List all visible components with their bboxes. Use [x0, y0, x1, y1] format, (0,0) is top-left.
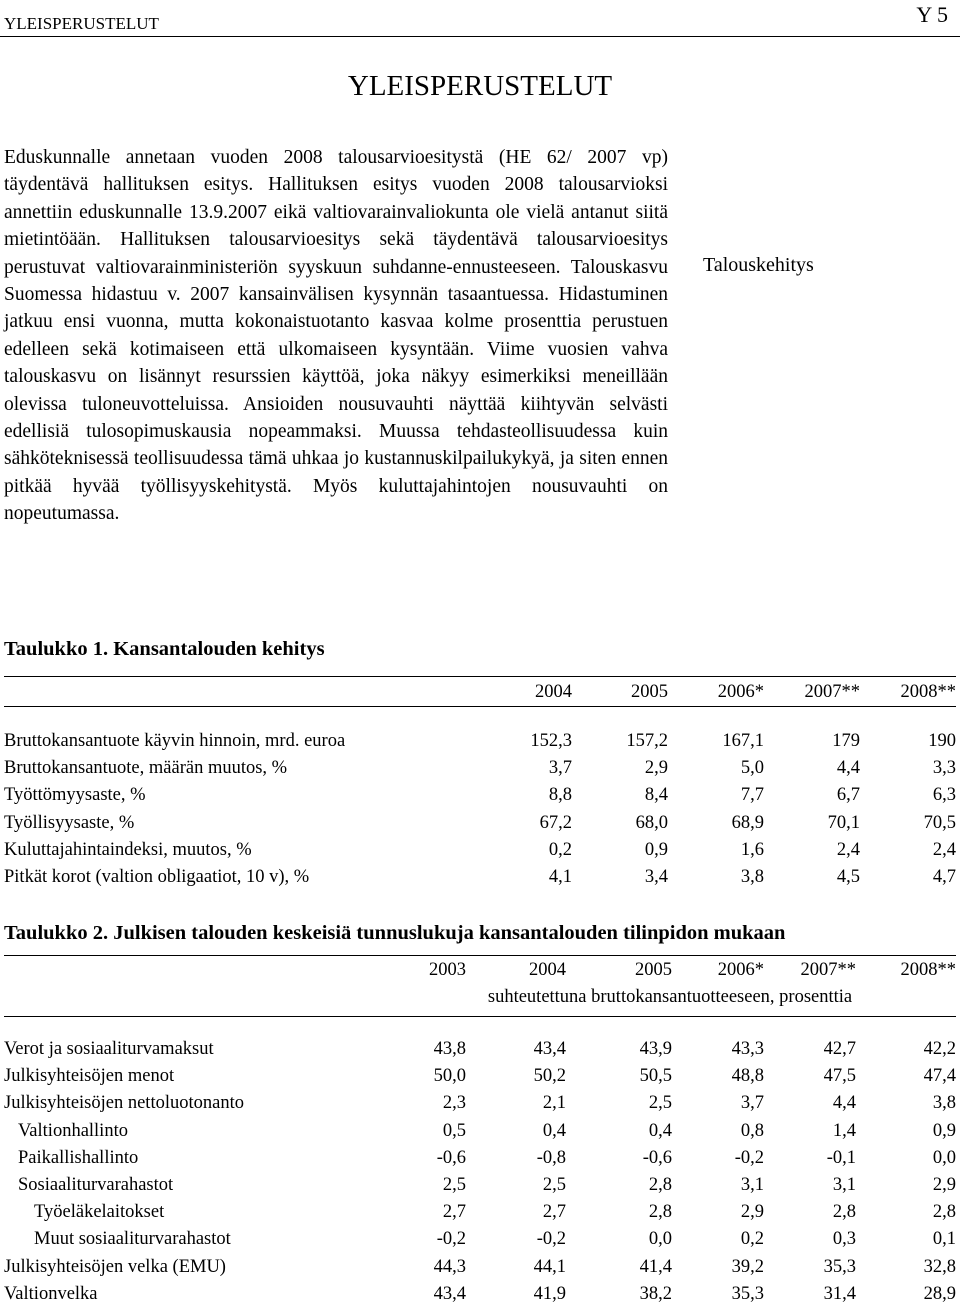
- cell-value: 2,1: [542, 1093, 566, 1114]
- table2-year: 2007**: [800, 959, 856, 980]
- table2-caption: Taulukko 2. Julkisen talouden keskeisiä tunnuslukuja kansantalouden tilinpidon mukaan: [4, 922, 786, 944]
- cell-value: 0,1: [932, 1229, 956, 1250]
- cell-value: 2,4: [836, 839, 860, 860]
- cell-value: 167,1: [722, 731, 764, 752]
- cell-value: -0,1: [826, 1147, 856, 1168]
- cell-value: 8,8: [548, 785, 572, 806]
- cell-value: 43,9: [639, 1039, 672, 1060]
- cell-value: -0,8: [536, 1147, 566, 1168]
- cell-value: 157,2: [626, 731, 668, 752]
- cell-value: 3,7: [740, 1093, 764, 1114]
- cell-value: 1,4: [832, 1120, 856, 1141]
- cell-value: 67,2: [539, 812, 572, 833]
- cell-value: 0,9: [932, 1120, 956, 1141]
- row-label: Bruttokansantuote käyvin hinnoin, mrd. euroa: [4, 731, 346, 752]
- table-row: [4, 782, 956, 809]
- table-row: [4, 1036, 956, 1063]
- cell-value: 3,1: [740, 1175, 764, 1196]
- row-label: Kuluttajahintaindeksi, muutos, %: [4, 839, 252, 860]
- cell-value: 2,8: [932, 1202, 956, 1223]
- table1-year: 2005: [631, 681, 668, 702]
- row-label: Paikallishallinto: [18, 1147, 139, 1168]
- cell-value: 32,8: [923, 1256, 956, 1277]
- page-title: YLEISPERUSTELUT: [347, 70, 613, 102]
- cell-value: 3,8: [932, 1093, 956, 1114]
- cell-value: 6,3: [932, 785, 956, 806]
- cell-value: 2,8: [832, 1202, 856, 1223]
- table2-header-label: [4, 956, 376, 984]
- table-row: [4, 1281, 956, 1308]
- cell-value: 3,3: [932, 758, 956, 779]
- table-row: [4, 728, 956, 755]
- margin-note: Talouskehitys: [703, 254, 814, 276]
- table2-header-rule: [4, 1016, 956, 1017]
- cell-value: 2,9: [932, 1175, 956, 1196]
- cell-value: 42,2: [923, 1039, 956, 1060]
- cell-value: 0,0: [648, 1229, 672, 1250]
- cell-value: 44,3: [433, 1256, 466, 1277]
- cell-value: 43,4: [433, 1283, 466, 1304]
- row-label: Muut sosiaaliturvarahastot: [34, 1229, 231, 1250]
- cell-value: -0,2: [436, 1229, 466, 1250]
- cell-value: 48,8: [731, 1066, 764, 1087]
- cell-value: 41,4: [639, 1256, 672, 1277]
- cell-value: 3,7: [548, 758, 572, 779]
- row-label: Julkisyhteisöjen menot: [4, 1066, 175, 1087]
- cell-value: 0,8: [740, 1120, 764, 1141]
- cell-value: 152,3: [530, 731, 572, 752]
- cell-value: 5,0: [740, 758, 764, 779]
- cell-value: 50,2: [533, 1066, 566, 1087]
- body-paragraph: Eduskunnalle annetaan vuoden 2008 talousarvioesitystä (HE 62/ 2007 vp) täydentävä hallituksen esitys. Hallituksen esitys vuoden 2008 talousarvioksi annettiin eduskunnalle 13.9.2007 eikä valtiovarainvaliokunta ole vielä antanut siitä mietintöään. Hallituksen talousarvioesitys sekä täydentävä talousarvioesitys perustuvat valtiovarainministeriön syyskuun suhdanne-ennusteeseen. Talouskasvu Suomessa hidastuu v. 2007 kansainvälisen kysynnän tasaantuessa. Hidastuminen jatkuu ensi vuonna, mutta kokonaistuotanto kasvaa kolme prosenttia perustuen edelleen sekä kotimaiseen että ulkomaiseen kysyntään. Viime vuosien vahva talouskasvu on lisännyt resurssien käyttöä, joka näkyy esimerkiksi meneillään olevissa tuloneuvotteluissa. Ansioiden nousuvauhti näyttää kiihtyvän selvästi edellisiä tulosopimuskausia nopeammaksi. Muussa tehdasteollisuudessa kuin sähköteknisessä teollisuudessa tämä uhkaa jo kustannuskilpailukykyä, ja siten ennen pitkää hyvää työllisyyskehitystä. Myös kuluttajahintojen nousuvauhti on nopeutumassa.: [4, 147, 668, 525]
- table1-year: 2006*: [717, 681, 764, 702]
- row-label: Verot ja sosiaaliturvamaksut: [4, 1039, 214, 1060]
- cell-value: 2,8: [648, 1175, 672, 1196]
- running-header-section: YLEISPERUSTELUT: [4, 14, 159, 33]
- cell-value: 2,5: [648, 1093, 672, 1114]
- row-label: Valtionhallinto: [18, 1120, 128, 1141]
- table1-header-label: [4, 676, 476, 708]
- cell-value: 3,4: [644, 867, 668, 888]
- table-row: [4, 1172, 956, 1199]
- cell-value: 44,1: [533, 1256, 566, 1277]
- table2-year: 2008**: [900, 959, 956, 980]
- page-number: Y 5: [916, 2, 948, 27]
- cell-value: 0,4: [542, 1120, 566, 1141]
- cell-value: 2,4: [932, 839, 956, 860]
- cell-value: 35,3: [731, 1283, 764, 1304]
- cell-value: 8,4: [644, 785, 668, 806]
- cell-value: 42,7: [823, 1039, 856, 1060]
- cell-value: 0,2: [740, 1229, 764, 1250]
- cell-value: 43,8: [433, 1039, 466, 1060]
- cell-value: 41,9: [533, 1283, 566, 1304]
- cell-value: 43,4: [533, 1039, 566, 1060]
- table-row: [4, 755, 956, 782]
- cell-value: 1,6: [740, 839, 764, 860]
- table-row: [4, 1063, 956, 1090]
- row-label: Työttömyysaste, %: [4, 785, 146, 806]
- cell-value: 4,7: [932, 867, 956, 888]
- table-row: [4, 1090, 956, 1117]
- row-label: Julkisyhteisöjen nettoluotonanto: [4, 1093, 244, 1114]
- table2-spacer-row: [4, 1010, 956, 1036]
- table-row: [4, 864, 956, 891]
- table-row: [4, 810, 956, 837]
- table1-header-rule: [4, 706, 956, 707]
- cell-value: 3,8: [740, 867, 764, 888]
- cell-value: 2,9: [644, 758, 668, 779]
- table2-year: 2003: [429, 959, 466, 980]
- table2-year: 2004: [529, 959, 566, 980]
- cell-value: -0,6: [436, 1147, 466, 1168]
- cell-value: 2,7: [442, 1202, 466, 1223]
- cell-value: 70,1: [827, 812, 860, 833]
- cell-value: 2,9: [740, 1202, 764, 1223]
- cell-value: 4,4: [832, 1093, 856, 1114]
- table-row: [4, 1118, 956, 1145]
- table-row: [4, 1199, 956, 1226]
- cell-value: 4,5: [836, 867, 860, 888]
- cell-value: -0,2: [734, 1147, 764, 1168]
- cell-value: 2,5: [542, 1175, 566, 1196]
- row-label: Pitkät korot (valtion obligaatiot, 10 v), %: [4, 867, 310, 888]
- row-label: Työeläkelaitokset: [34, 1202, 165, 1223]
- table1-spacer-row: [4, 708, 956, 728]
- cell-value: 0,9: [644, 839, 668, 860]
- cell-value: 0,4: [648, 1120, 672, 1141]
- row-label: Työllisyysaste, %: [4, 812, 135, 833]
- cell-value: 0,2: [548, 839, 572, 860]
- table1-caption: Taulukko 1. Kansantalouden kehitys: [4, 638, 325, 660]
- row-label: Bruttokansantuote, määrän muutos, %: [4, 758, 288, 779]
- cell-value: 179: [832, 731, 860, 752]
- table1-year: 2008**: [900, 681, 956, 702]
- table-row: [4, 1254, 956, 1281]
- cell-value: 3,1: [832, 1175, 856, 1196]
- table2-year: 2005: [635, 959, 672, 980]
- cell-value: 2,3: [442, 1093, 466, 1114]
- cell-value: 0,0: [932, 1147, 956, 1168]
- table2: [4, 956, 956, 1308]
- cell-value: 4,4: [836, 758, 860, 779]
- table-row: [4, 837, 956, 864]
- cell-value: 47,5: [823, 1066, 856, 1087]
- cell-value: 4,1: [548, 867, 572, 888]
- cell-value: 6,7: [836, 785, 860, 806]
- cell-value: 0,3: [832, 1229, 856, 1250]
- table2-year: 2006*: [717, 959, 764, 980]
- cell-value: 190: [928, 731, 956, 752]
- table2-subheader: suhteutettuna bruttokansantuotteeseen, prosenttia: [487, 986, 853, 1007]
- table-row: [4, 1226, 956, 1253]
- cell-value: 50,5: [639, 1066, 672, 1087]
- table1-year: 2004: [535, 681, 572, 702]
- table1-header-row: [4, 676, 956, 708]
- header-rule: [0, 36, 960, 37]
- cell-value: 38,2: [639, 1283, 672, 1304]
- cell-value: 2,7: [542, 1202, 566, 1223]
- table1-year: 2007**: [804, 681, 860, 702]
- cell-value: 2,5: [442, 1175, 466, 1196]
- cell-value: 68,9: [731, 812, 764, 833]
- table2-subheader-row: [4, 984, 956, 1010]
- cell-value: 47,4: [923, 1066, 956, 1087]
- cell-value: 31,4: [823, 1283, 856, 1304]
- table2-header-row: [4, 956, 956, 984]
- row-label: Julkisyhteisöjen velka (EMU): [4, 1256, 226, 1277]
- cell-value: 0,5: [442, 1120, 466, 1141]
- table1: [4, 676, 956, 891]
- cell-value: 50,0: [433, 1066, 466, 1087]
- cell-value: 35,3: [823, 1256, 856, 1277]
- table-row: [4, 1145, 956, 1172]
- cell-value: 2,8: [648, 1202, 672, 1223]
- cell-value: -0,6: [642, 1147, 672, 1168]
- row-label: Sosiaaliturvarahastot: [18, 1175, 174, 1196]
- cell-value: -0,2: [536, 1229, 566, 1250]
- cell-value: 68,0: [635, 812, 668, 833]
- row-label: Valtionvelka: [4, 1283, 98, 1304]
- cell-value: 70,5: [923, 812, 956, 833]
- cell-value: 7,7: [740, 785, 764, 806]
- cell-value: 39,2: [731, 1256, 764, 1277]
- cell-value: 43,3: [731, 1039, 764, 1060]
- cell-value: 28,9: [923, 1283, 956, 1304]
